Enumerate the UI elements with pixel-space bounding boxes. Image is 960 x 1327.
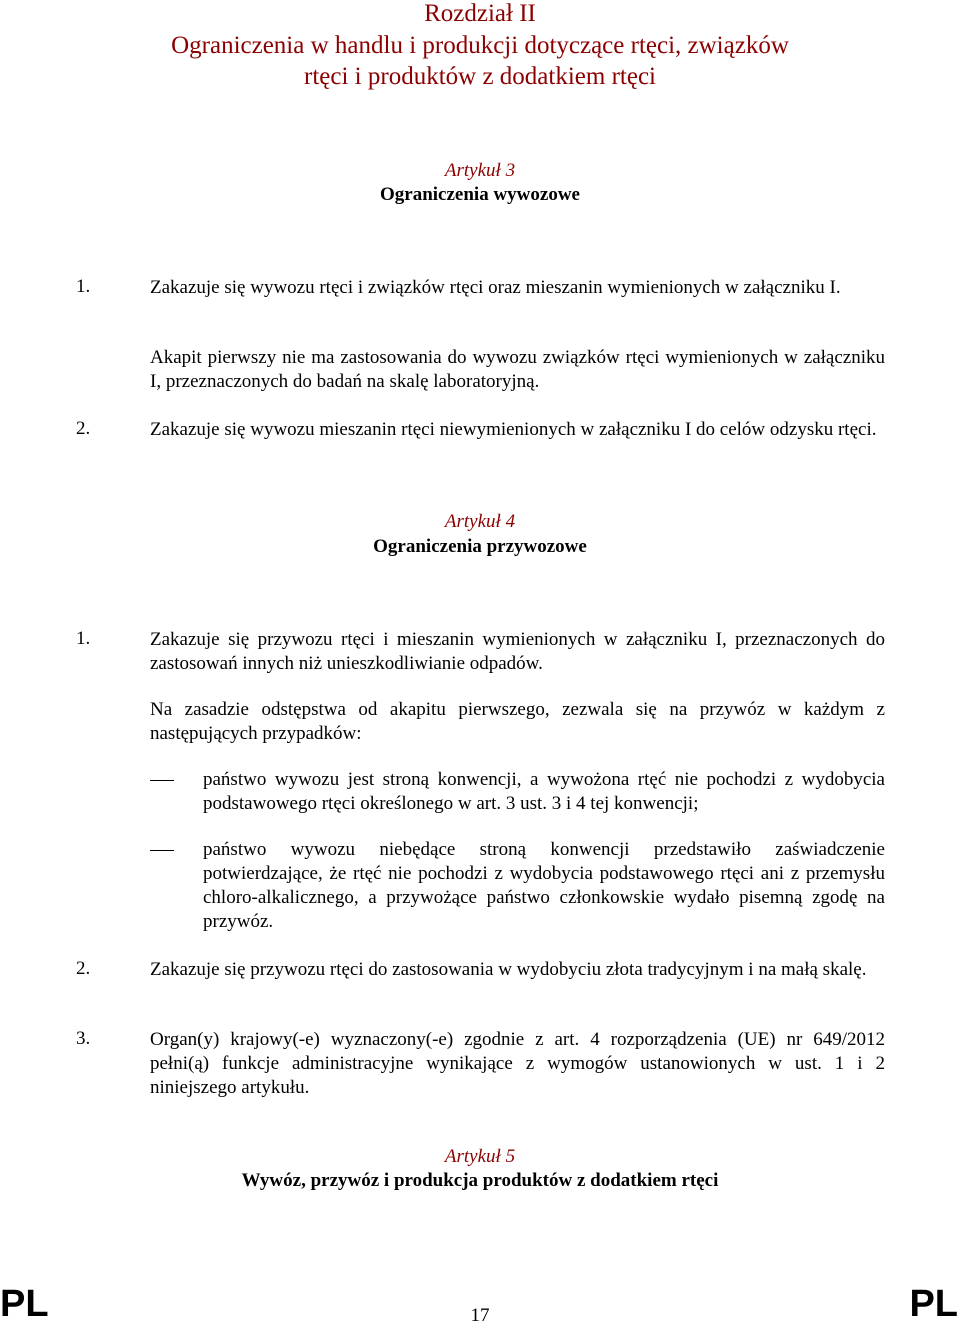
- article3-p2-text: Zakazuje się wywozu mieszanin rtęci niewymienionych w załączniku I do celów odzysku rtęci.: [150, 419, 877, 440]
- article4-indent2: państwo wywozu niebędące stroną konwencji przedstawiło zaświadczenie potwierdzające, że rtęć nie pochodzi z wydobycia podstawowego rtęci ani z przemysłu chloro-alkalicznego, a przywożące państwo członkowskie wydało pisemną zgodę na przywóz.: [203, 839, 885, 932]
- article4-p2-number: 2.: [76, 958, 91, 979]
- article4-p1-number: 1.: [76, 628, 91, 649]
- footer-language-right: PL: [909, 1283, 958, 1325]
- article3-title: Ograniczenia wywozowe: [380, 184, 580, 205]
- article3-p1-subparagraph: Akapit pierwszy nie ma zastosowania do wywozu związków rtęci wymienionych w załączniku I, przeznaczonych do badań na skalę laboratoryjną.: [150, 347, 885, 392]
- article4-p2-text: Zakazuje się przywozu rtęci do zastosowania w wydobyciu złota tradycyjnym i na małą skalę.: [150, 959, 867, 980]
- article3-label: Artykuł 3: [444, 160, 516, 181]
- article4-p3-text: Organ(y) krajowy(-e) wyznaczony(-e) zgodnie z art. 4 rozporządzenia (UE) nr 649/2012 pełni(ą) funkcje administracyjne wynikające z wymogów ustanowionych w ust. 1 i 2 niniejszego artykułu.: [150, 1029, 885, 1098]
- article4-p1-text: Zakazuje się przywozu rtęci i mieszanin wymienionych w załączniku I, przeznaczonych do zastosowań innych niż unieszkodliwianie odpadów.: [150, 629, 885, 674]
- chapter-title-line2: rtęci i produktów z dodatkiem rtęci: [304, 63, 656, 90]
- article4-p3-number: 3.: [76, 1028, 91, 1049]
- article3-p1-number: 1.: [76, 276, 91, 297]
- article3-p2-number: 2.: [76, 418, 91, 439]
- footer-language-left: PL: [0, 1283, 49, 1325]
- article5-label: Artykuł 5: [444, 1146, 516, 1167]
- page-number: 17: [470, 1305, 490, 1326]
- chapter-heading: Rozdział II: [424, 0, 536, 27]
- indent-dash: [150, 780, 174, 781]
- chapter-title-line1: Ograniczenia w handlu i produkcji dotyczące rtęci, związków: [171, 32, 789, 59]
- article4-title: Ograniczenia przywozowe: [373, 536, 587, 557]
- article3-p1-text: Zakazuje się wywozu rtęci i związków rtęci oraz mieszanin wymienionych w załączniku I.: [150, 277, 841, 298]
- article4-indent1: państwo wywozu jest stroną konwencji, a wywożona rtęć nie pochodzi z wydobycia podstawowego rtęci określonego w art. 3 ust. 3 i 4 tej konwencji;: [203, 769, 885, 814]
- article4-p1-subparagraph: Na zasadzie odstępstwa od akapitu pierwszego, zezwala się na przywóz w każdym z następujących przypadków:: [150, 699, 885, 744]
- article5-title: Wywóz, przywóz i produkcja produktów z dodatkiem rtęci: [241, 1170, 719, 1191]
- indent-dash: [150, 850, 174, 851]
- article4-label: Artykuł 4: [444, 511, 516, 532]
